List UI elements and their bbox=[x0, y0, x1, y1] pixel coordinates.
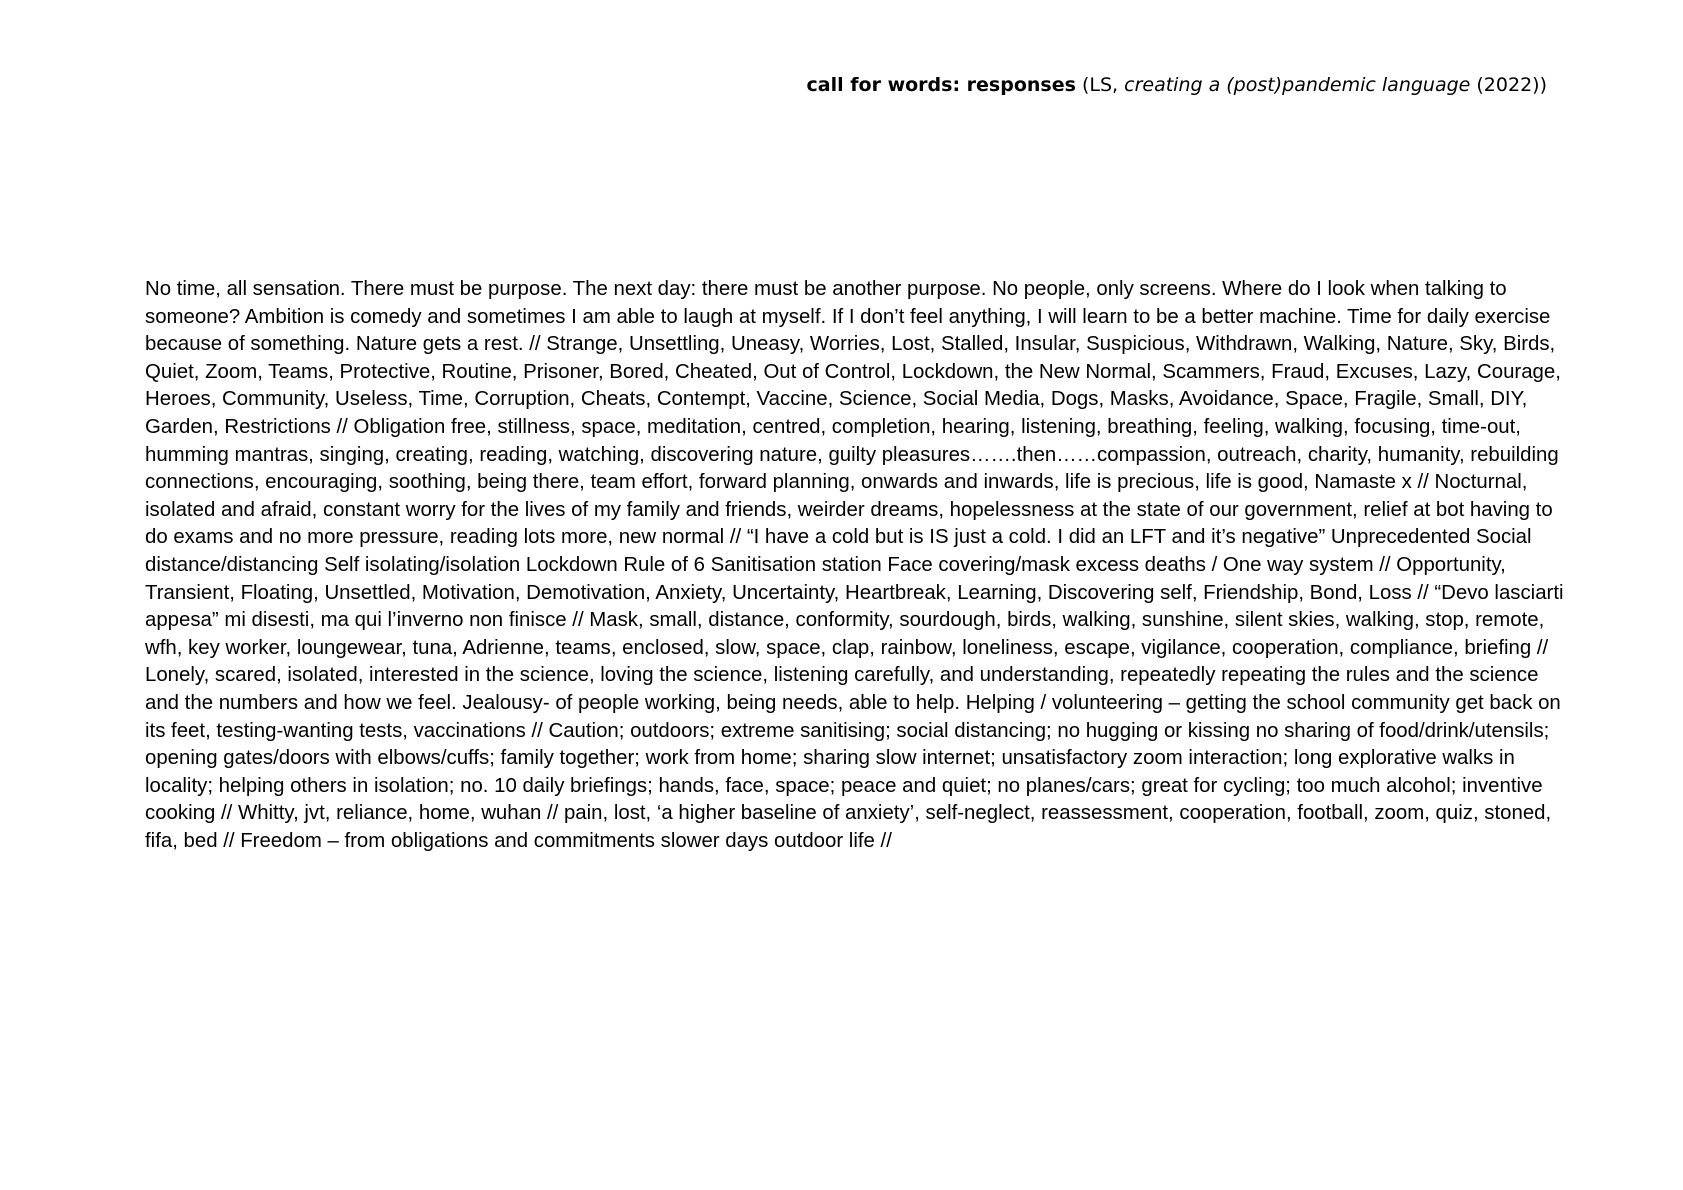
header-title: call for words: responses bbox=[806, 74, 1076, 96]
page-header bbox=[807, 73, 1547, 97]
header-year: (2022)) bbox=[1470, 74, 1547, 96]
header-author: (LS, bbox=[1075, 74, 1125, 96]
responses-text: No time, all sensation. There must be purpose. The next day: there must be another purpose. No people, only screens. Where do I look when talking to someone? Ambition is comedy and sometimes I am able to laugh at myself. If I don’t feel anything, I will learn to be a better machine. Time for daily exercise because of something. Nature gets a rest. // Strange, Unsettling, Uneasy, Worries, Lost, Stalled, Insular, Suspicious, Withdrawn, Walking, Nature, Sky, Birds, Quiet, Zoom, Teams, Protective, Routine, Prisoner, Bored, Cheated, Out of Control, Lockdown, the New Normal, Scammers, Fraud, Excuses, Lazy, Courage, Heroes, Community, Useless, Time, Corruption, Cheats, Contempt, Vaccine, Science, Social Media, Dogs, Masks, Avoidance, Space, Fragile, Small, DIY, Garden, Restrictions // Obligation free, stillness, space, meditation, centred, completion, hearing, listening, breathing, feeling, walking, focusing, time-out, humming mantras, singing, creating, reading, watching, discovering nature, guilty pleasures…….then……compassion, outreach, charity, humanity, rebuilding connections, encouraging, soothing, being there, team effort, forward planning, onwards and inwards, life is precious, life is good, Namaste x // Nocturnal, isolated and afraid, constant worry for the lives of my family and friends, weirder dreams, hopelessness at the state of our government, relief at bot having to do exams and no more pressure, reading lots more, new normal // “I have a cold but is IS just a cold. I did an LFT and it’s negative” Unprecedented Social distance/distancing Self isolating/isolation Lockdown Rule of 6 Sanitisation station Face covering/mask excess deaths / One way system // Opportunity, Transient, Floating, Unsettled, Motivation, Demotivation, Anxiety, Uncertainty, Heartbreak, Learning, Discovering self, Friendship, Bond, Loss // “Devo lasciarti appesa” mi disesti, ma qui l’inverno non finisce // Mask, small, distance, conformity, sourdough, birds, walking, sunshine, silent skies, walking, stop, remote, wfh, key worker, loungewear, tuna, Adrienne, teams, enclosed, slow, space, clap, rainbow, loneliness, escape, vigilance, cooperation, compliance, briefing // Lonely, scared, isolated, interested in the science, loving the science, listening carefully, and understanding, repeatedly repeating the rules and the science and the numbers and how we feel. Jealousy- of people working, being needs, able to help. Helping / volunteering – getting the school community get back on its feet, testing-wanting tests, vaccinations // Caution; outdoors; extreme sanitising; social distancing; no hugging or kissing no sharing of food/drink/utensils; opening gates/doors with elbows/cuffs; family together; work from home; sharing slow internet; unsatisfactory zoom interaction; long explorative walks in locality; helping others in isolation; no. 10 daily briefings; hands, face, space; peace and quiet; no planes/cars; great for cycling; too much alcohol; inventive cooking // Whitty, jvt, reliance, home, wuhan // pain, lost, ‘a higher baseline of anxiety’, self-neglect, reassessment, cooperation, football, zoom, quiz, stoned, fifa, bed // Freedom – from obligations and commitments slower days outdoor life // bbox=[145, 278, 1564, 852]
header-work-title: creating a (post)pandemic language bbox=[1124, 74, 1471, 96]
